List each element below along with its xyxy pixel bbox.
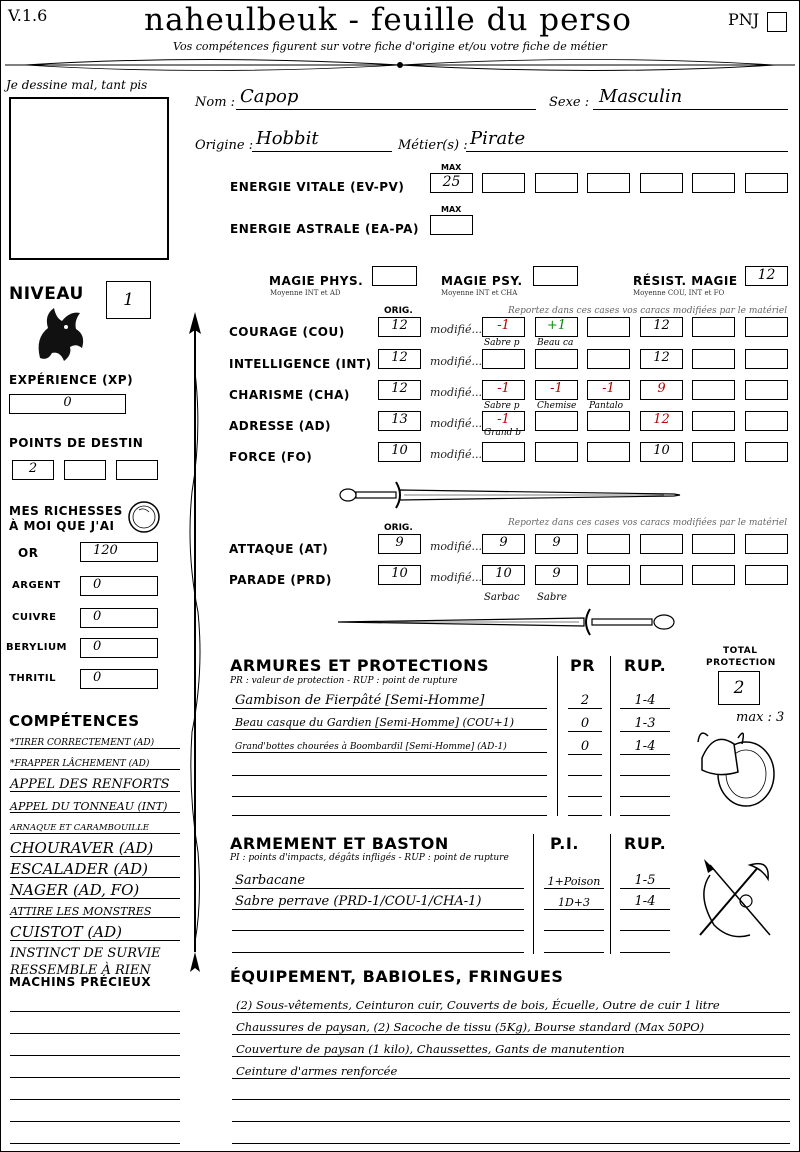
berylium-label: BERYLIUM — [6, 642, 68, 653]
dragon-icon — [30, 303, 90, 365]
competence-item[interactable]: *TIRER CORRECTEMENT (AD) — [10, 739, 180, 749]
weapons-icon — [690, 855, 780, 945]
arme-rup[interactable]: 1-4 — [620, 894, 670, 910]
stat-orig-intelligence[interactable]: 12 — [378, 349, 421, 369]
stat-mod-sub: Sabre p — [484, 401, 520, 411]
stat-mod-box[interactable]: -1 — [482, 317, 525, 337]
stat-mod-box[interactable] — [745, 380, 788, 400]
stat-mod-box[interactable] — [587, 411, 630, 431]
stat-mod-sub: Sabre p — [484, 338, 520, 348]
origine-label: Origine : — [195, 138, 254, 153]
competence-item[interactable]: RESSEMBLE À RIEN — [10, 963, 151, 978]
arme-pi[interactable]: 1D+3 — [544, 894, 604, 910]
ev-box[interactable] — [692, 173, 735, 193]
machins-line[interactable] — [10, 1011, 180, 1012]
armures-col-divider — [610, 656, 611, 816]
pi-header: P.I. — [550, 834, 579, 853]
arme-name[interactable]: Sabre perrave (PRD-1/COU-1/CHA-1) — [232, 894, 524, 910]
thritil-box[interactable]: 0 — [80, 669, 158, 689]
equipement-item[interactable]: Ceinture d'armes renforcée — [232, 1066, 790, 1079]
portrait-box[interactable] — [9, 97, 169, 260]
ev-label: ENERGIE VITALE (EV-PV) — [230, 180, 405, 194]
pr-header: PR — [570, 656, 596, 675]
ea-max-label: MAX — [441, 205, 462, 214]
stat-mod-box[interactable] — [692, 349, 735, 369]
machins-line[interactable] — [10, 1077, 180, 1078]
version-label: V.1.6 — [8, 6, 48, 25]
modif-label: modifié... — [430, 386, 482, 399]
ev-box[interactable] — [535, 173, 578, 193]
competence-item[interactable]: APPEL DU TONNEAU (INT) — [10, 801, 180, 813]
modif-label: modifié... — [430, 323, 482, 336]
pnj-label: PNJ — [728, 10, 760, 29]
stat-mod-sub: Grand b — [484, 428, 522, 438]
ev-box[interactable] — [587, 173, 630, 193]
ev-box[interactable] — [482, 173, 525, 193]
portrait-caption: Je dessine mal, tant pis — [6, 78, 148, 92]
stat-orig-force[interactable]: 10 — [378, 442, 421, 462]
armure-empty-line[interactable] — [568, 775, 602, 776]
modif-label: modifié... — [430, 355, 482, 368]
stat-mod-box[interactable]: -1 — [587, 380, 630, 400]
armure-empty-line[interactable] — [620, 775, 670, 776]
armures-col-divider — [557, 656, 558, 816]
stat-mod-sub: Pantalo — [589, 401, 624, 411]
ev-max-box[interactable]: 25 — [430, 173, 473, 193]
stat-orig-adresse[interactable]: 13 — [378, 411, 421, 431]
xp-box[interactable]: 0 — [9, 394, 126, 414]
sexe-label: Sexe : — [549, 95, 590, 110]
armures-rup-header: RUP. — [624, 656, 667, 675]
competence-item[interactable]: ATTIRE LES MONSTRES — [10, 906, 180, 918]
stat-mod-box[interactable]: -1 — [535, 380, 578, 400]
parade-label: PARADE (PRD) — [229, 573, 332, 587]
stat-mod-box[interactable]: 12 — [640, 317, 683, 337]
stat-mod-box[interactable] — [745, 349, 788, 369]
machins-line[interactable] — [10, 1033, 180, 1034]
coin-icon — [127, 500, 161, 534]
niveau-label: NIVEAU — [9, 284, 84, 304]
stat-label-intelligence: INTELLIGENCE (INT) — [229, 357, 372, 371]
cuivre-box[interactable]: 0 — [80, 608, 158, 628]
arme-empty-line[interactable] — [232, 952, 524, 953]
attaque-mod-box[interactable]: 9 — [482, 534, 525, 554]
armure-empty-line[interactable] — [620, 815, 670, 816]
armure-pr[interactable]: 0 — [568, 739, 602, 755]
nom-field[interactable]: Capop — [236, 86, 536, 110]
total-protection-label-2: PROTECTION — [706, 658, 776, 668]
equipement-item[interactable]: Chaussures de paysan, (2) Sacoche de tissu (5Kg), Bourse standard (Max 50PO) — [232, 1022, 790, 1035]
armure-name[interactable]: Beau casque du Gardien [Semi-Homme] (COU+1) — [232, 716, 547, 730]
modif-label: modifié... — [430, 448, 482, 461]
attaque-orig[interactable]: 9 — [378, 534, 421, 554]
armure-rup[interactable]: 1-3 — [620, 716, 670, 732]
stat-mod-box[interactable] — [535, 349, 578, 369]
magie-phys-box[interactable] — [372, 266, 417, 286]
metier-label: Métier(s) : — [398, 138, 468, 153]
attaque-mod-box[interactable] — [745, 534, 788, 554]
parade-mod-box[interactable] — [745, 565, 788, 585]
armement-subtitle: PI : points d'impacts, dégâts infligés - RUP : point de rupture — [230, 853, 509, 863]
stat-mod-sub: Beau ca — [537, 338, 574, 348]
competence-item[interactable]: ARNAQUE ET CARAMBOUILLE — [10, 824, 180, 834]
magie-psy-label: MAGIE PSY. — [441, 274, 523, 288]
stats-note: Reportez dans ces cases vos caracs modifiées par le matériel — [508, 306, 788, 316]
stat-mod-box[interactable] — [692, 317, 735, 337]
attaque-mod-box[interactable] — [692, 534, 735, 554]
armement-col-divider — [610, 834, 611, 954]
stat-mod-box[interactable]: -1 — [482, 380, 525, 400]
equipement-empty-line[interactable] — [232, 1121, 790, 1122]
stat-mod-sub: Chemise — [537, 401, 577, 411]
stats-orig-label: ORIG. — [384, 306, 413, 316]
competence-item[interactable]: *FRAPPER LÂCHEMENT (AD) — [10, 760, 180, 770]
sheet-title: naheulbeuk - feuille du perso — [144, 2, 632, 38]
armure-name[interactable]: Grand'bottes chourées à Boombardil [Semi-Homme] (AD-1) — [232, 739, 547, 753]
armure-empty-line[interactable] — [232, 775, 547, 776]
stat-mod-box[interactable] — [587, 317, 630, 337]
competence-item[interactable]: INSTINCT DE SURVIE — [10, 946, 161, 961]
stat-mod-box[interactable] — [535, 411, 578, 431]
attaque-mod-box[interactable] — [587, 534, 630, 554]
origine-field[interactable]: Hobbit — [252, 128, 392, 152]
parade-mod-box[interactable] — [692, 565, 735, 585]
arme-empty-line[interactable] — [620, 930, 670, 931]
armement-rup-header: RUP. — [624, 834, 667, 853]
equipement-item[interactable]: (2) Sous-vêtements, Ceinturon cuir, Couverts de bois, Écuelle, Outre de cuir 1 litre — [232, 1000, 790, 1013]
equipement-empty-line[interactable] — [232, 1143, 790, 1144]
armure-rup[interactable]: 1-4 — [620, 693, 670, 709]
parade-mod-box[interactable] — [640, 565, 683, 585]
machins-line[interactable] — [10, 1099, 180, 1100]
stat-mod-box[interactable] — [482, 349, 525, 369]
argent-box[interactable]: 0 — [80, 576, 158, 596]
argent-label: ARGENT — [12, 580, 61, 591]
stat-mod-box[interactable] — [745, 411, 788, 431]
armure-empty-line[interactable] — [568, 796, 602, 797]
richesses-label-1: MES RICHESSES — [9, 504, 123, 518]
total-protection-box[interactable]: 2 — [718, 671, 760, 705]
stat-mod-box[interactable] — [692, 380, 735, 400]
combat-orig-label: ORIG. — [384, 523, 413, 533]
armure-rup[interactable]: 1-4 — [620, 739, 670, 755]
attaque-mod-box[interactable] — [640, 534, 683, 554]
parade-mod-box[interactable]: 9 — [535, 565, 578, 585]
stat-mod-box[interactable]: +1 — [535, 317, 578, 337]
competence-item[interactable]: CHOURAVER (AD) — [10, 841, 180, 857]
armement-col-divider — [533, 834, 534, 954]
arme-empty-line[interactable] — [620, 952, 670, 953]
spear-icon — [184, 312, 206, 976]
stat-mod-box[interactable]: -1 — [482, 411, 525, 431]
destin-label: POINTS DE DESTIN — [9, 436, 144, 450]
resist-magie-box[interactable]: 12 — [745, 266, 788, 286]
stat-mod-box[interactable]: 10 — [640, 442, 683, 462]
total-protection-label-1: TOTAL — [723, 646, 758, 656]
stat-mod-box[interactable] — [745, 317, 788, 337]
modif-label: modifié... — [430, 571, 482, 584]
stat-label-adresse: ADRESSE (AD) — [229, 419, 332, 433]
combat-sub: Sabre — [537, 592, 567, 603]
equipement-empty-line[interactable] — [232, 1099, 790, 1100]
sheet-subtitle: Vos compétences figurent sur votre fiche d'origine et/ou votre fiche de métier — [173, 40, 607, 53]
magie-psy-note: Moyenne INT et CHA — [441, 289, 518, 297]
nom-label: Nom : — [195, 95, 236, 110]
arme-rup[interactable]: 1-5 — [620, 873, 670, 889]
ea-max-box[interactable] — [430, 215, 473, 235]
pnj-checkbox[interactable] — [767, 12, 787, 32]
armure-name[interactable]: Gambison de Fierpâté [Semi-Homme] — [232, 693, 547, 709]
equipement-item[interactable]: Couverture de paysan (1 kilo), Chaussettes, Gants de manutention — [232, 1044, 790, 1057]
stat-mod-box[interactable] — [482, 442, 525, 462]
stat-mod-box[interactable]: 12 — [640, 411, 683, 431]
combat-note: Reportez dans ces cases vos caracs modifiées par le matériel — [508, 518, 788, 528]
arme-name[interactable]: Sarbacane — [232, 873, 524, 889]
machins-title: MACHINS PRÉCIEUX — [9, 975, 152, 989]
niveau-box[interactable]: 1 — [106, 281, 151, 319]
sexe-field[interactable]: Masculin — [593, 86, 788, 110]
or-label: OR — [18, 546, 39, 560]
armure-empty-line[interactable] — [620, 796, 670, 797]
modif-label: modifié... — [430, 417, 482, 430]
stat-label-charisme: CHARISME (CHA) — [229, 388, 350, 402]
armure-empty-line[interactable] — [232, 796, 547, 797]
arme-pi[interactable]: 1+Poison — [544, 873, 604, 889]
richesses-label-2: À MOI QUE J'AI — [9, 519, 115, 533]
competences-title: COMPÉTENCES — [9, 712, 140, 730]
armures-title: ARMURES ET PROTECTIONS — [230, 656, 489, 675]
competence-item[interactable]: ESCALADER (AD) — [10, 862, 180, 878]
arme-empty-line[interactable] — [544, 930, 604, 931]
arme-empty-line[interactable] — [544, 952, 604, 953]
helmet-shield-icon — [694, 722, 780, 810]
destin-box[interactable] — [116, 460, 158, 480]
stat-label-courage: COURAGE (COU) — [229, 325, 345, 339]
stat-mod-box[interactable] — [587, 349, 630, 369]
ev-box[interactable] — [640, 173, 683, 193]
stat-mod-box[interactable]: 9 — [640, 380, 683, 400]
armure-empty-line[interactable] — [568, 815, 602, 816]
competence-item[interactable]: APPEL DES RENFORTS — [10, 778, 180, 792]
machins-line[interactable] — [10, 1055, 180, 1056]
ornament-divider — [5, 54, 795, 76]
stat-mod-box[interactable] — [745, 442, 788, 462]
ea-label: ENERGIE ASTRALE (EA-PA) — [230, 222, 419, 236]
sword-icon — [334, 605, 684, 639]
competence-item[interactable]: NAGER (AD, FO) — [10, 883, 180, 899]
xp-label: EXPÉRIENCE (XP) — [9, 373, 134, 387]
resist-magie-label: RÉSIST. MAGIE — [633, 274, 738, 288]
competence-item[interactable]: CUISTOT (AD) — [10, 925, 180, 941]
armures-subtitle: PR : valeur de protection - RUP : point de rupture — [230, 676, 458, 686]
ev-max-label: MAX — [441, 163, 462, 172]
stat-orig-charisme[interactable]: 12 — [378, 380, 421, 400]
stat-mod-box[interactable] — [535, 442, 578, 462]
armure-empty-line[interactable] — [232, 815, 547, 816]
resist-magie-note: Moyenne COU, INT et FO — [633, 289, 725, 297]
combat-sub: Sarbac — [484, 592, 520, 603]
armure-pr[interactable]: 0 — [568, 716, 602, 732]
or-box[interactable]: 120 — [80, 542, 158, 562]
equipement-title: ÉQUIPEMENT, BABIOLES, FRINGUES — [230, 967, 564, 986]
destin-box[interactable]: 2 — [12, 460, 54, 480]
cuivre-label: CUIVRE — [12, 612, 57, 623]
attaque-mod-box[interactable]: 9 — [535, 534, 578, 554]
stat-mod-box[interactable] — [692, 411, 735, 431]
stat-mod-box[interactable] — [692, 442, 735, 462]
machins-line[interactable] — [10, 1143, 180, 1144]
modif-label: modifié... — [430, 540, 482, 553]
attaque-label: ATTAQUE (AT) — [229, 542, 329, 556]
armement-title: ARMEMENT ET BASTON — [230, 834, 449, 853]
stat-mod-box[interactable] — [587, 442, 630, 462]
machins-line[interactable] — [10, 1121, 180, 1122]
thritil-label: THRITIL — [9, 673, 57, 684]
destin-box[interactable] — [64, 460, 106, 480]
ev-box[interactable] — [745, 173, 788, 193]
berylium-box[interactable]: 0 — [80, 638, 158, 658]
stat-label-force: FORCE (FO) — [229, 450, 313, 464]
parade-mod-box[interactable] — [587, 565, 630, 585]
magie-psy-box[interactable] — [533, 266, 578, 286]
stat-orig-courage[interactable]: 12 — [378, 317, 421, 337]
stat-mod-box[interactable]: 12 — [640, 349, 683, 369]
parade-orig[interactable]: 10 — [378, 565, 421, 585]
parade-mod-box[interactable]: 10 — [482, 565, 525, 585]
max-protection-label: max : 3 — [736, 710, 785, 725]
sword-icon — [334, 478, 684, 512]
arme-empty-line[interactable] — [232, 930, 524, 931]
magie-phys-note: Moyenne INT et AD — [270, 289, 341, 297]
metier-field[interactable]: Pirate — [466, 128, 788, 152]
armure-pr[interactable]: 2 — [568, 693, 602, 709]
magie-phys-label: MAGIE PHYS. — [269, 274, 364, 288]
